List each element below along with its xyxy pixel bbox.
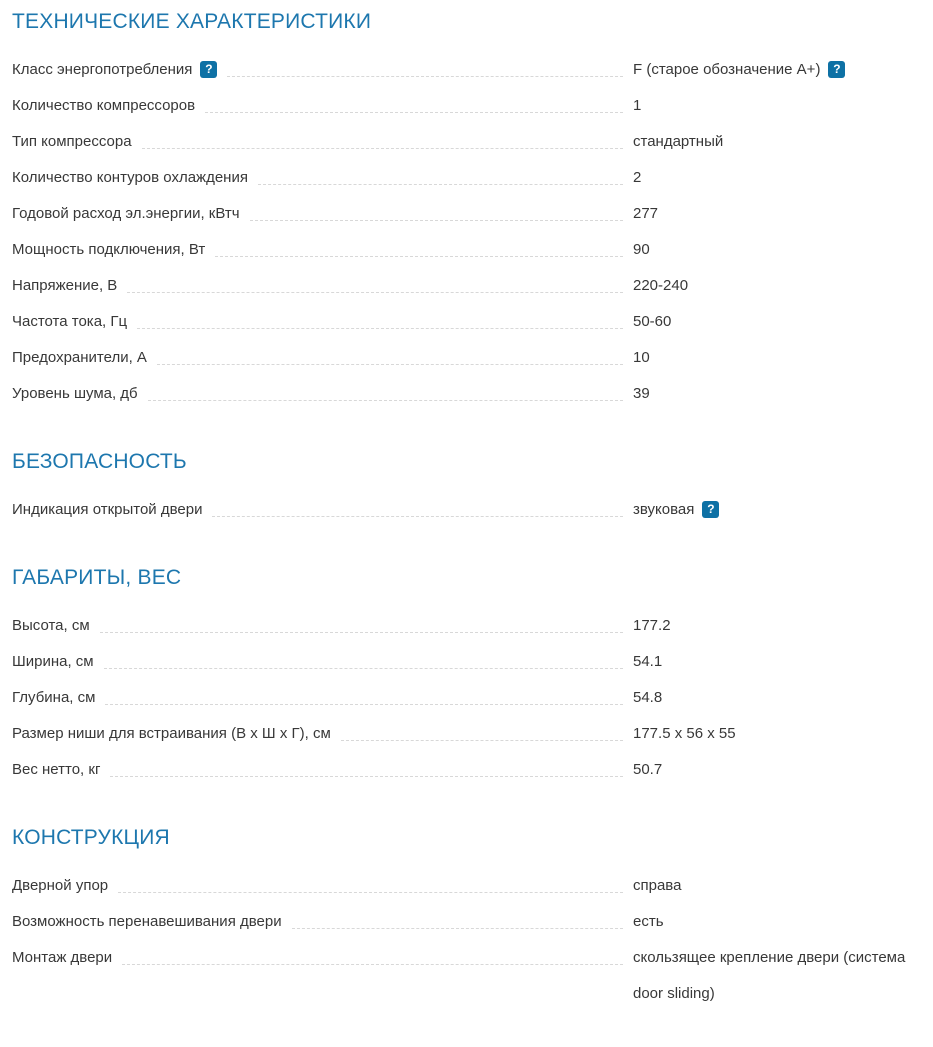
section-rows (12, 52, 933, 412)
spec-value: 54.8 (633, 689, 663, 706)
spec-value: справа (633, 877, 682, 894)
spec-label-cell (12, 340, 147, 376)
section-title: ТЕХНИЧЕСКИЕ ХАРАКТЕРИСТИКИ (12, 10, 372, 33)
spec-label-cell (12, 608, 90, 644)
spec-row (12, 752, 933, 788)
section-rows (12, 608, 933, 788)
spec-label: Ширина, см (12, 653, 94, 670)
dotted-leader (292, 904, 623, 929)
section-rows (12, 492, 933, 528)
spec-label: Глубина, см (12, 689, 96, 706)
spec-label: Уровень шума, дб (12, 385, 138, 402)
spec-value: 90 (633, 241, 650, 258)
spec-row (12, 608, 933, 644)
spec-value-cell (633, 680, 933, 716)
spec-value-cell (633, 492, 933, 528)
spec-label-cell (12, 124, 132, 160)
spec-value-cell (633, 868, 933, 904)
spec-section (12, 824, 933, 1012)
spec-value-cell (633, 124, 933, 160)
spec-label-cell (12, 940, 112, 976)
spec-value-cell (633, 644, 933, 680)
spec-row (12, 268, 933, 304)
dotted-leader (215, 232, 623, 257)
spec-value: F (старое обозначение A+) (633, 61, 821, 78)
spec-section (12, 8, 933, 412)
spec-value: стандартный (633, 133, 724, 150)
spec-row (12, 680, 933, 716)
spec-label: Монтаж двери (12, 949, 113, 966)
dotted-leader (122, 940, 623, 965)
spec-value-cell (633, 940, 933, 1012)
spec-row (12, 88, 933, 124)
spec-label: Мощность подключения, Вт (12, 241, 206, 258)
spec-label-cell (12, 868, 108, 904)
spec-row (12, 124, 933, 160)
dotted-leader (341, 716, 623, 741)
section-rows (12, 868, 933, 1012)
label-help-icon[interactable]: ? (200, 61, 217, 78)
spec-value: 39 (633, 385, 650, 402)
spec-value: 177.5 x 56 x 55 (633, 725, 736, 742)
spec-value: 10 (633, 349, 650, 366)
spec-label-cell (12, 268, 117, 304)
spec-value: 2 (633, 169, 642, 186)
spec-label: Напряжение, В (12, 277, 118, 294)
dotted-leader (148, 376, 623, 401)
spec-label: Количество контуров охлаждения (12, 169, 248, 186)
section-title: ГАБАРИТЫ, ВЕС (12, 566, 182, 589)
spec-value-cell (633, 716, 933, 752)
spec-value: 277 (633, 205, 659, 222)
spec-label-cell (12, 644, 94, 680)
spec-value-cell (633, 88, 933, 124)
spec-value: есть (633, 913, 664, 930)
spec-label-cell (12, 232, 205, 268)
spec-label: Частота тока, Гц (12, 313, 128, 330)
spec-section (12, 448, 933, 528)
dotted-leader (250, 196, 623, 221)
spec-label-cell (12, 88, 195, 124)
section-title: КОНСТРУКЦИЯ (12, 826, 170, 849)
spec-row (12, 868, 933, 904)
spec-value: 50.7 (633, 761, 663, 778)
spec-row (12, 304, 933, 340)
spec-label-cell (12, 492, 202, 528)
spec-value: 54.1 (633, 653, 663, 670)
spec-label: Годовой расход эл.энергии, кВтч (12, 205, 240, 222)
spec-label-cell (12, 160, 248, 196)
dotted-leader (104, 644, 623, 669)
spec-value-cell (633, 232, 933, 268)
dotted-leader (127, 268, 623, 293)
spec-value-cell (633, 196, 933, 232)
spec-sections (12, 8, 933, 1012)
spec-label: Дверной упор (12, 877, 109, 894)
spec-row (12, 160, 933, 196)
spec-value-cell (633, 904, 933, 940)
spec-value-cell (633, 340, 933, 376)
spec-label: Количество компрессоров (12, 97, 196, 114)
spec-label: Класс энергопотребления (12, 61, 193, 78)
spec-value-cell (633, 52, 933, 88)
spec-value-cell (633, 608, 933, 644)
spec-row (12, 716, 933, 752)
spec-row (12, 940, 933, 1012)
value-help-icon[interactable]: ? (828, 61, 845, 78)
dotted-leader (157, 340, 623, 365)
spec-label-cell (12, 904, 282, 940)
spec-label-cell (12, 196, 240, 232)
dotted-leader (227, 52, 623, 77)
spec-label: Размер ниши для встраивания (В х Ш х Г), см (12, 725, 331, 742)
spec-value: 50-60 (633, 313, 672, 330)
spec-label: Возможность перенавешивания двери (12, 913, 282, 930)
spec-row (12, 904, 933, 940)
spec-section (12, 564, 933, 788)
spec-row (12, 644, 933, 680)
dotted-leader (100, 608, 623, 633)
spec-label: Высота, см (12, 617, 90, 634)
spec-value-cell (633, 752, 933, 788)
spec-row (12, 376, 933, 412)
spec-label-cell (12, 376, 138, 412)
spec-row (12, 340, 933, 376)
value-help-icon[interactable]: ? (702, 501, 719, 518)
spec-label: Предохранители, А (12, 349, 147, 366)
spec-row (12, 52, 933, 88)
spec-row (12, 492, 933, 528)
spec-value-cell (633, 376, 933, 412)
dotted-leader (110, 752, 623, 777)
spec-label-cell (12, 716, 331, 752)
spec-label-cell (12, 52, 217, 88)
dotted-leader (137, 304, 623, 329)
spec-label-cell (12, 680, 95, 716)
spec-label: Вес нетто, кг (12, 761, 101, 778)
dotted-leader (105, 680, 623, 705)
section-title: БЕЗОПАСНОСТЬ (12, 450, 187, 473)
spec-label: Индикация открытой двери (12, 501, 203, 518)
spec-value-cell (633, 268, 933, 304)
dotted-leader (118, 868, 623, 893)
spec-row (12, 232, 933, 268)
dotted-leader (142, 124, 623, 149)
spec-value: 220-240 (633, 277, 689, 294)
spec-label-cell (12, 752, 100, 788)
spec-row (12, 196, 933, 232)
spec-value: 1 (633, 97, 642, 114)
spec-value-cell (633, 304, 933, 340)
spec-label: Тип компрессора (12, 133, 132, 150)
dotted-leader (212, 492, 623, 517)
dotted-leader (205, 88, 623, 113)
spec-label-cell (12, 304, 127, 340)
spec-value-cell (633, 160, 933, 196)
dotted-leader (258, 160, 623, 185)
spec-value: скользящее крепление двери (система door sliding) (633, 949, 906, 1002)
spec-value: 177.2 (633, 617, 671, 634)
spec-value: звуковая (633, 501, 695, 518)
